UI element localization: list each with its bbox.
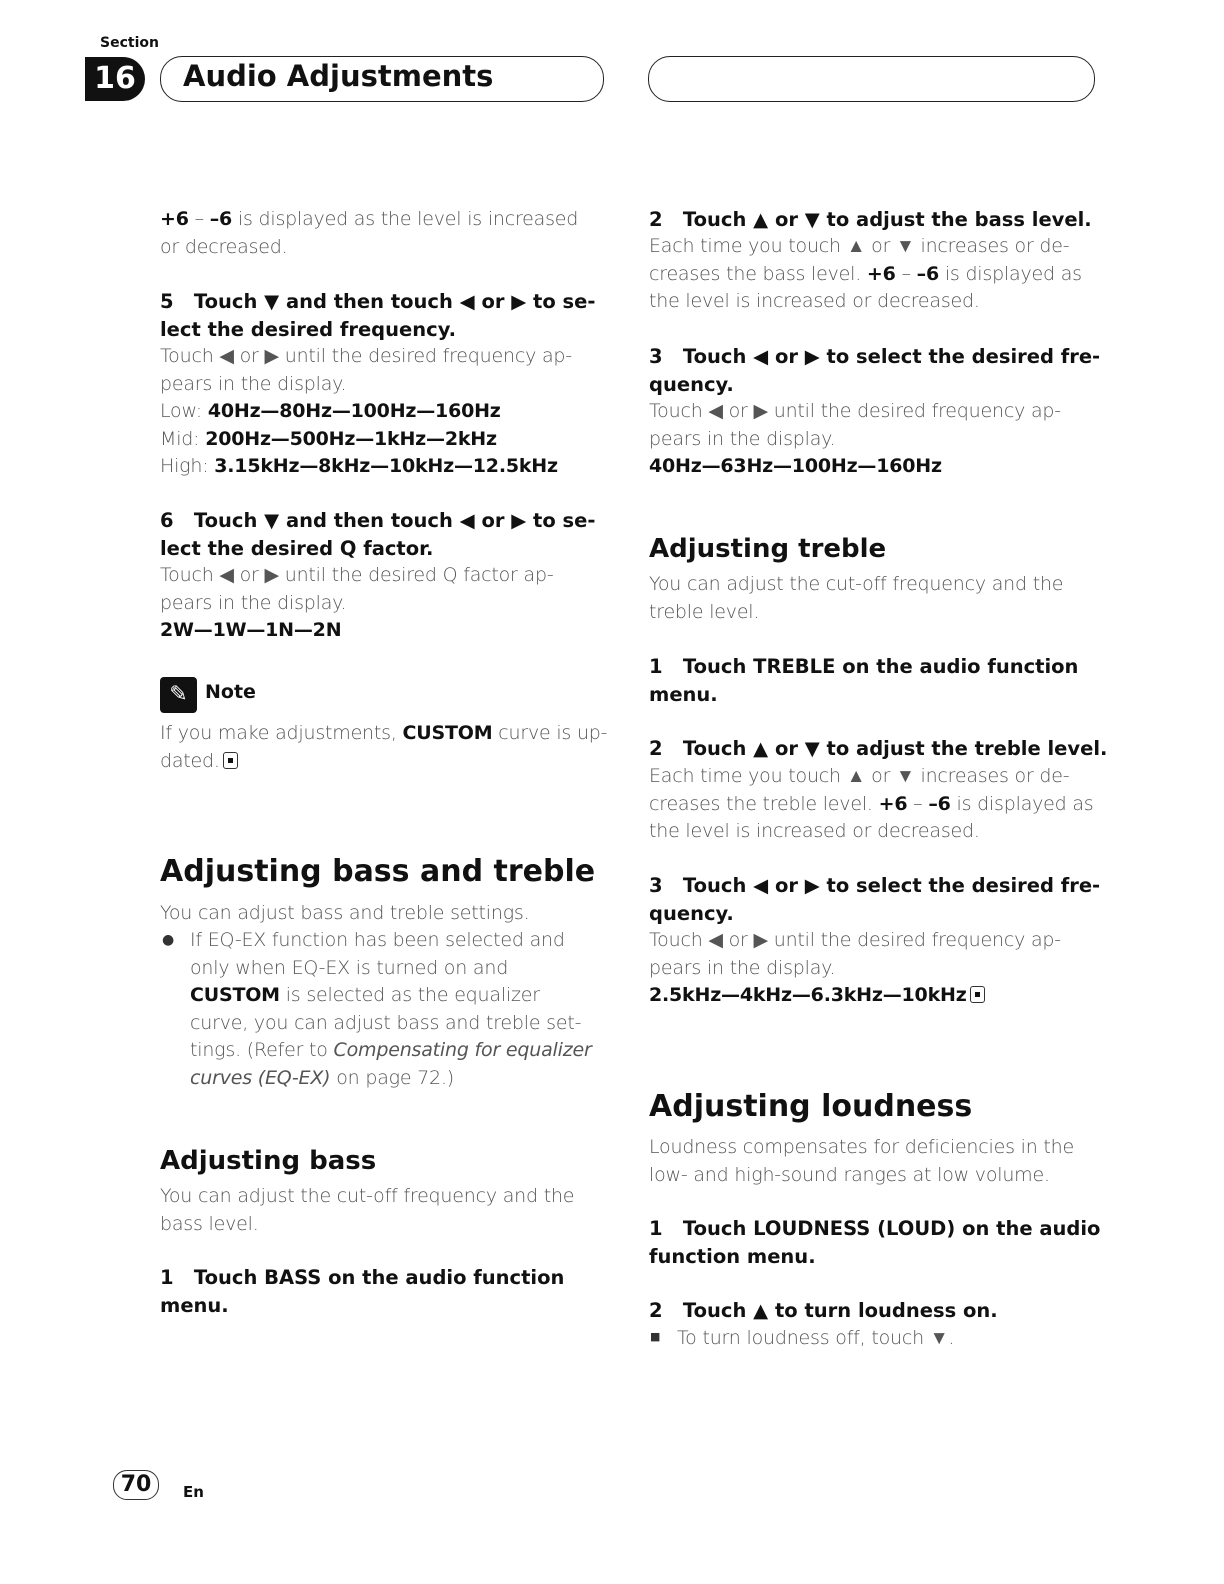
text-line bbox=[190, 1037, 650, 1065]
text-run: High: bbox=[160, 455, 215, 477]
text-run: 40Hz—80Hz—100Hz—160Hz bbox=[207, 400, 501, 422]
text-run: 40Hz—63Hz—100Hz—160Hz bbox=[649, 455, 942, 477]
text-run: creases the treble level. bbox=[649, 792, 879, 815]
text-run: Adjusting bass and treble bbox=[160, 854, 596, 889]
text-run: – bbox=[188, 208, 210, 230]
paragraph bbox=[160, 562, 620, 645]
paragraph bbox=[649, 571, 1109, 626]
text-run: Each time you touch ▲ or ▼ increases or de- bbox=[649, 765, 1070, 787]
text-run: Loudness compensates for deficiencies in the bbox=[649, 1136, 1074, 1158]
text-line bbox=[160, 426, 620, 454]
text-run: or decreased. bbox=[160, 235, 288, 258]
text-run: 2W—1W—1N—2N bbox=[160, 619, 342, 641]
text-run: 200Hz—500Hz—1kHz—2kHz bbox=[205, 427, 497, 450]
text-run: –6 bbox=[209, 208, 233, 230]
text-line bbox=[649, 900, 1109, 928]
text-run: 3.15kHz—8kHz—10kHz—12.5kHz bbox=[214, 455, 558, 477]
text-run: You can adjust the cut-off frequency and the bbox=[649, 573, 1064, 595]
step-heading bbox=[649, 1297, 1109, 1325]
paragraph bbox=[160, 206, 620, 261]
text-line bbox=[160, 1144, 620, 1178]
text-run: quency. bbox=[649, 372, 734, 396]
text-run: 1 Touch TREBLE on the audio function bbox=[649, 655, 1079, 678]
text-run: Adjusting loudness bbox=[649, 1089, 973, 1124]
text-run: pears in the display. bbox=[160, 591, 347, 614]
text-run: dated. bbox=[160, 749, 220, 772]
text-run: – bbox=[895, 262, 917, 285]
text-run: – bbox=[907, 792, 929, 815]
text-run: 2 Touch ▲ or ▼ to adjust the treble level. bbox=[649, 737, 1108, 760]
text-line bbox=[160, 507, 620, 535]
text-line bbox=[649, 571, 1109, 599]
note-pencil-icon: ✎ bbox=[160, 677, 197, 713]
text-line bbox=[160, 535, 620, 563]
text-line bbox=[649, 532, 1109, 566]
subsection-heading bbox=[649, 532, 1109, 566]
text-run: on page 72.) bbox=[330, 1066, 454, 1089]
text-line bbox=[649, 872, 1109, 900]
text-run: the level is increased or decreased. bbox=[649, 290, 980, 312]
paragraph bbox=[160, 343, 620, 481]
text-line bbox=[649, 288, 1109, 316]
text-line bbox=[649, 791, 1109, 819]
text-run: 3 Touch ◀ or ▶ to select the desired fre- bbox=[649, 874, 1101, 897]
text-run: 5 Touch ▼ and then touch ◀ or ▶ to se- bbox=[160, 290, 596, 313]
text-run: pears in the display. bbox=[649, 427, 836, 450]
language-label: En bbox=[183, 1483, 204, 1501]
text-run: Low: bbox=[160, 400, 208, 422]
text-run: 1 Touch BASS on the audio function bbox=[160, 1266, 565, 1289]
text-run: To turn loudness off, touch ▼. bbox=[677, 1327, 955, 1349]
text-run: function menu. bbox=[649, 1244, 816, 1268]
text-line bbox=[677, 1325, 1137, 1353]
text-run: If EQ-EX function has been selected and bbox=[190, 929, 565, 951]
section-heading bbox=[649, 1087, 1109, 1127]
text-line bbox=[649, 735, 1109, 763]
text-run: curve, you can adjust bass and treble set- bbox=[190, 1011, 582, 1034]
text-line bbox=[190, 927, 650, 955]
bullet-icon: ● bbox=[162, 932, 175, 948]
text-line bbox=[649, 763, 1109, 791]
step-heading bbox=[160, 288, 620, 343]
text-line bbox=[649, 371, 1109, 399]
text-line bbox=[649, 982, 1109, 1010]
step-heading bbox=[649, 735, 1109, 763]
text-run: Mid: bbox=[160, 427, 206, 450]
section-title: Audio Adjustments bbox=[183, 59, 494, 93]
text-line bbox=[649, 955, 1109, 983]
paragraph bbox=[649, 398, 1109, 481]
text-run: Compensating for equalizer bbox=[333, 1039, 592, 1061]
text-run: CUSTOM bbox=[402, 722, 493, 744]
note-label: Note bbox=[205, 681, 256, 703]
step-heading bbox=[649, 872, 1109, 927]
text-run: CUSTOM bbox=[190, 984, 280, 1006]
text-run: is displayed as the level is increased bbox=[232, 208, 579, 230]
step-heading bbox=[160, 1264, 620, 1319]
text-line bbox=[649, 1087, 1109, 1127]
step-heading bbox=[649, 1215, 1109, 1270]
text-line bbox=[160, 1183, 620, 1211]
text-line bbox=[160, 398, 620, 426]
text-line bbox=[160, 1264, 620, 1292]
step-heading bbox=[649, 206, 1109, 234]
text-line bbox=[160, 453, 620, 481]
text-line bbox=[190, 982, 650, 1010]
text-line bbox=[649, 206, 1109, 234]
paragraph bbox=[649, 233, 1109, 316]
text-line bbox=[160, 900, 620, 928]
square-bullet-icon: ■ bbox=[650, 1330, 661, 1343]
step-heading bbox=[649, 653, 1109, 708]
text-line bbox=[160, 288, 620, 316]
section-heading bbox=[160, 852, 620, 892]
text-line bbox=[190, 1010, 650, 1038]
paragraph bbox=[160, 1183, 620, 1238]
text-run: –6 bbox=[928, 792, 951, 815]
text-line bbox=[649, 927, 1109, 955]
step-heading bbox=[160, 507, 620, 562]
text-run: Adjusting treble bbox=[649, 534, 887, 564]
text-run: Touch ◀ or ▶ until the desired frequency ap- bbox=[649, 929, 1061, 951]
text-run: 6 Touch ▼ and then touch ◀ or ▶ to se- bbox=[160, 509, 596, 532]
text-line bbox=[649, 653, 1109, 681]
step-heading bbox=[649, 343, 1109, 398]
note-text bbox=[160, 720, 620, 775]
paragraph bbox=[649, 927, 1109, 1010]
text-run: If you make adjustments, bbox=[160, 722, 403, 744]
text-line bbox=[160, 720, 620, 748]
text-line bbox=[160, 234, 620, 262]
text-run: the level is increased or decreased. bbox=[649, 820, 980, 842]
text-line bbox=[649, 1134, 1109, 1162]
text-run: 2 Touch ▲ or ▼ to adjust the bass level. bbox=[649, 208, 1092, 231]
text-line bbox=[160, 343, 620, 371]
section-label: Section bbox=[100, 35, 159, 51]
end-mark-icon bbox=[970, 986, 985, 1003]
text-run: is selected as the equalizer bbox=[279, 984, 540, 1006]
text-run: +6 bbox=[866, 262, 896, 285]
text-run: low- and high-sound ranges at low volume. bbox=[649, 1163, 1050, 1186]
text-run: creases the bass level. bbox=[649, 262, 867, 285]
text-run: 2.5kHz—4kHz—6.3kHz—10kHz bbox=[649, 984, 967, 1006]
text-line bbox=[160, 1292, 620, 1320]
subsection-heading bbox=[160, 1144, 620, 1178]
text-line bbox=[160, 1211, 620, 1239]
text-run: +6 bbox=[160, 208, 189, 230]
text-line bbox=[649, 343, 1109, 371]
text-line bbox=[649, 681, 1109, 709]
text-run: You can adjust the cut-off frequency and the bbox=[160, 1185, 575, 1207]
text-line bbox=[160, 852, 620, 892]
text-run: curves (EQ-EX) bbox=[190, 1066, 331, 1089]
text-line bbox=[160, 316, 620, 344]
text-run: Touch ◀ or ▶ until the desired frequency ap- bbox=[160, 345, 572, 367]
text-line bbox=[160, 748, 620, 776]
text-run: pears in the display. bbox=[160, 372, 347, 395]
text-line bbox=[160, 590, 620, 618]
text-line bbox=[160, 562, 620, 590]
text-run: Touch ◀ or ▶ until the desired Q factor ap- bbox=[160, 564, 554, 586]
text-run: menu. bbox=[649, 682, 718, 706]
text-line bbox=[649, 233, 1109, 261]
text-line bbox=[160, 206, 620, 234]
text-line bbox=[649, 1215, 1109, 1243]
text-run: –6 bbox=[916, 262, 939, 285]
text-line bbox=[649, 1297, 1109, 1325]
bullet-paragraph bbox=[677, 1325, 1137, 1353]
text-run: menu. bbox=[160, 1293, 229, 1317]
text-run: is displayed as bbox=[950, 792, 1094, 815]
text-line bbox=[649, 453, 1109, 481]
text-run: is displayed as bbox=[938, 262, 1082, 285]
text-run: Touch ◀ or ▶ until the desired frequency ap- bbox=[649, 400, 1061, 422]
text-run: 1 Touch LOUDNESS (LOUD) on the audio bbox=[649, 1217, 1101, 1240]
empty-title-box bbox=[648, 56, 1095, 102]
text-run: Each time you touch ▲ or ▼ increases or de- bbox=[649, 235, 1070, 257]
text-run: lect the desired frequency. bbox=[160, 317, 457, 341]
text-line bbox=[649, 1243, 1109, 1271]
paragraph bbox=[649, 1134, 1109, 1189]
text-run: You can adjust bass and treble settings. bbox=[160, 902, 530, 924]
text-run: only when EQ-EX is turned on and bbox=[190, 956, 509, 979]
text-run: +6 bbox=[878, 792, 908, 815]
text-line bbox=[649, 1162, 1109, 1190]
text-run: pears in the display. bbox=[649, 956, 836, 979]
text-run: curve is up- bbox=[492, 722, 608, 744]
text-run: bass level. bbox=[160, 1212, 259, 1235]
text-line bbox=[649, 398, 1109, 426]
text-line bbox=[160, 617, 620, 645]
text-line bbox=[190, 1065, 650, 1093]
text-line bbox=[649, 818, 1109, 846]
section-number-badge: 16 bbox=[85, 57, 145, 101]
text-run: tings. (Refer to bbox=[190, 1039, 334, 1061]
text-line bbox=[649, 426, 1109, 454]
text-line bbox=[190, 955, 650, 983]
text-run: 3 Touch ◀ or ▶ to select the desired fre- bbox=[649, 345, 1101, 368]
text-line bbox=[649, 261, 1109, 289]
text-run: 2 Touch ▲ to turn loudness on. bbox=[649, 1299, 998, 1322]
text-run: Adjusting bass bbox=[160, 1146, 377, 1176]
page-number: 70 bbox=[113, 1470, 159, 1500]
text-line bbox=[160, 371, 620, 399]
text-run: lect the desired Q factor. bbox=[160, 536, 434, 560]
end-mark-icon bbox=[223, 752, 238, 769]
section-title-box bbox=[160, 56, 604, 102]
text-run: quency. bbox=[649, 901, 734, 925]
bullet-paragraph bbox=[190, 927, 650, 1092]
paragraph bbox=[649, 763, 1109, 846]
text-line bbox=[649, 599, 1109, 627]
text-run: treble level. bbox=[649, 600, 760, 623]
paragraph bbox=[160, 900, 620, 928]
